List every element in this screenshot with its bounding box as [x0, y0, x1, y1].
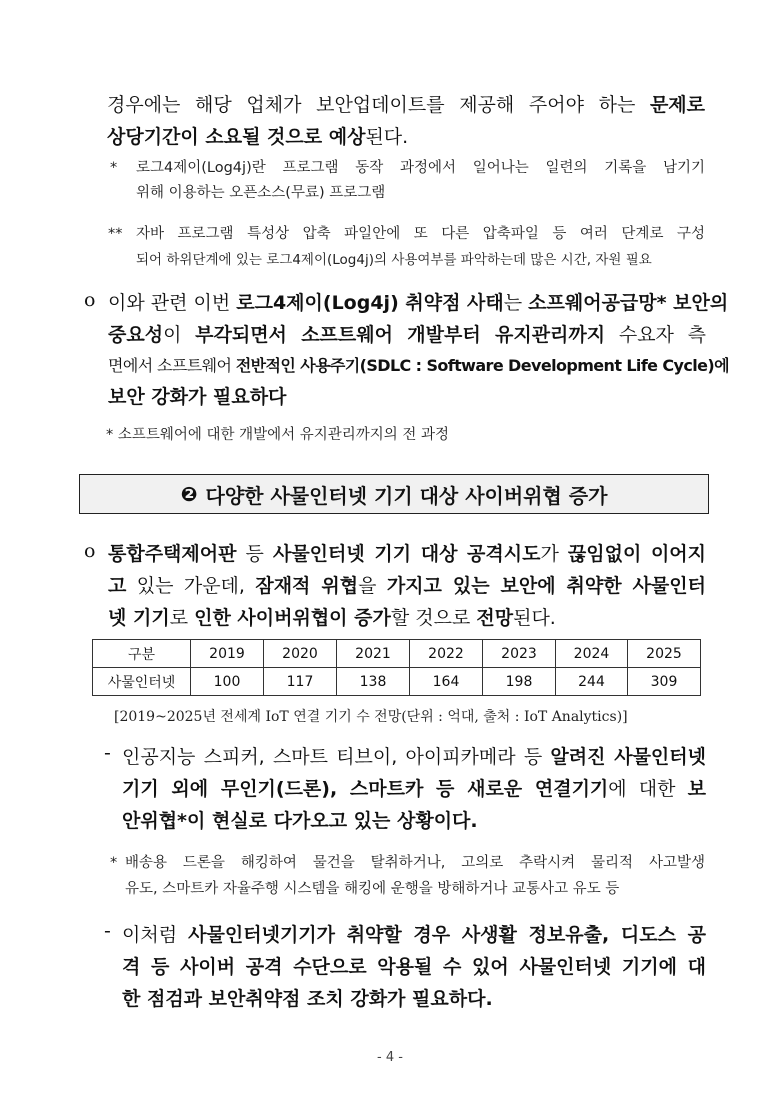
bullet-1-note: * 소프트웨어에 대한 개발에서 유지관리까지의 전 과정: [106, 427, 450, 443]
dash-1-line-2: 기기 외에 무인기(드론), 스마트카 등 새로운 연결기기에 대한 보: [122, 778, 706, 800]
note-2-line-2: 되어 하위단계에 있는 로그4제이(Log4j)의 사용여부를 파악하는데 많은 시간, 자원 필요: [136, 252, 652, 268]
bullet-1-line-3: 면에서 소프트웨어 전반적인 사용주기(SDLC : Software Development Life Cycle)에: [108, 356, 729, 375]
table-cell: 사물인터넷: [93, 668, 191, 696]
dash-1-note-mark: *: [110, 855, 118, 871]
page-number: - 4 -: [377, 1050, 403, 1065]
table-cell: 244: [556, 668, 628, 696]
table-cell: 117: [264, 668, 337, 696]
bullet-1-line-4: 보안 강화가 필요하다: [108, 386, 287, 408]
note-mark-2: **: [108, 226, 123, 242]
section-title: 다양한 사물인터넷 기기 대상 사이버위협 증가: [205, 483, 608, 508]
dash-2-line-1: 이처럼 사물인터넷기기가 취약할 경우 사생활 정보유출, 디도스 공: [122, 924, 706, 946]
table-header-cell: 2019: [191, 640, 264, 668]
table-cell: 138: [337, 668, 410, 696]
table-header-cell: 2023: [483, 640, 556, 668]
table-row: [93, 668, 701, 696]
intro-line-2: 상당기간이 소요될 것으로 예상된다.: [107, 126, 409, 148]
table-header-cell: 2020: [264, 640, 337, 668]
table-header-cell: 2022: [410, 640, 483, 668]
table-cell: 198: [483, 668, 556, 696]
dash-marker-2: -: [104, 920, 111, 942]
bullet-2-line-3: 넷 기기로 인한 사이버위협이 증가할 것으로 전망된다.: [108, 607, 556, 629]
dash-1-line-3: 안위협*이 현실로 다가오고 있는 상황이다.: [122, 810, 478, 832]
table-header-cell: 2024: [556, 640, 628, 668]
table-header-row: [93, 640, 701, 668]
table-cell: 164: [410, 668, 483, 696]
section-header: [79, 474, 709, 514]
section-number: ❷: [180, 482, 198, 506]
table-caption: [2019~2025년 전세계 IoT 연결 기기 수 전망(단위 : 억대, 출처 : IoT Analytics)]: [114, 709, 628, 725]
dash-1-note-line-2: 유도, 스마트카 자율주행 시스템을 해킹에 운행을 방해하거나 교통사고 유도 등: [125, 881, 620, 897]
table-cell: 309: [628, 668, 701, 696]
note-mark-1: *: [110, 160, 118, 176]
table-header-cell: 2021: [337, 640, 410, 668]
iot-device-table: [92, 639, 701, 696]
table-header-cell: 구분: [93, 640, 191, 668]
bullet-marker-2: o: [84, 540, 96, 562]
bullet-2-line-2: 고 있는 가운데, 잠재적 위협을 가지고 있는 보안에 취약한 사물인터: [108, 575, 706, 597]
bullet-1-line-2: 중요성이 부각되면서 소프트웨어 개발부터 유지관리까지 수요자 측: [108, 324, 706, 346]
bullet-2-line-1: 통합주택제어판 등 사물인터넷 기기 대상 공격시도가 끊임없이 이어지: [108, 543, 707, 565]
intro-line-1: 경우에는 해당 업체가 보안업데이트를 제공해 주어야 하는 문제로: [107, 94, 705, 116]
table-cell: 100: [191, 668, 264, 696]
note-2-line-1: 자바 프로그램 특성상 압축 파일안에 또 다른 압축파일 등 여러 단계로 구성: [136, 226, 705, 242]
dash-1-line-1: 인공지능 스피커, 스마트 티브이, 아이피카메라 등 알려진 사물인터넷: [122, 746, 706, 768]
dash-marker-1: -: [104, 742, 111, 764]
dash-2-line-2: 격 등 사이버 공격 수단으로 악용될 수 있어 사물인터넷 기기에 대: [122, 956, 706, 978]
table-header-cell: 2025: [628, 640, 701, 668]
dash-1-note-line-1: 배송용 드론을 해킹하여 물건을 탈취하거나, 고의로 추락시켜 물리적 사고발생: [125, 855, 705, 871]
note-1-line-1: 로그4제이(Log4j)란 프로그램 동작 과정에서 일어나는 일련의 기록을 남기기: [136, 160, 705, 176]
bullet-1-line-1: 이와 관련 이번 로그4제이(Log4j) 취약점 사태는 소프웨어공급망* 보안의: [108, 292, 729, 314]
bullet-marker-1: o: [84, 289, 96, 311]
note-1-line-2: 위해 이용하는 오픈소스(무료) 프로그램: [136, 185, 386, 201]
dash-2-line-3: 한 점검과 보안취약점 조치 강화가 필요하다.: [122, 988, 493, 1010]
